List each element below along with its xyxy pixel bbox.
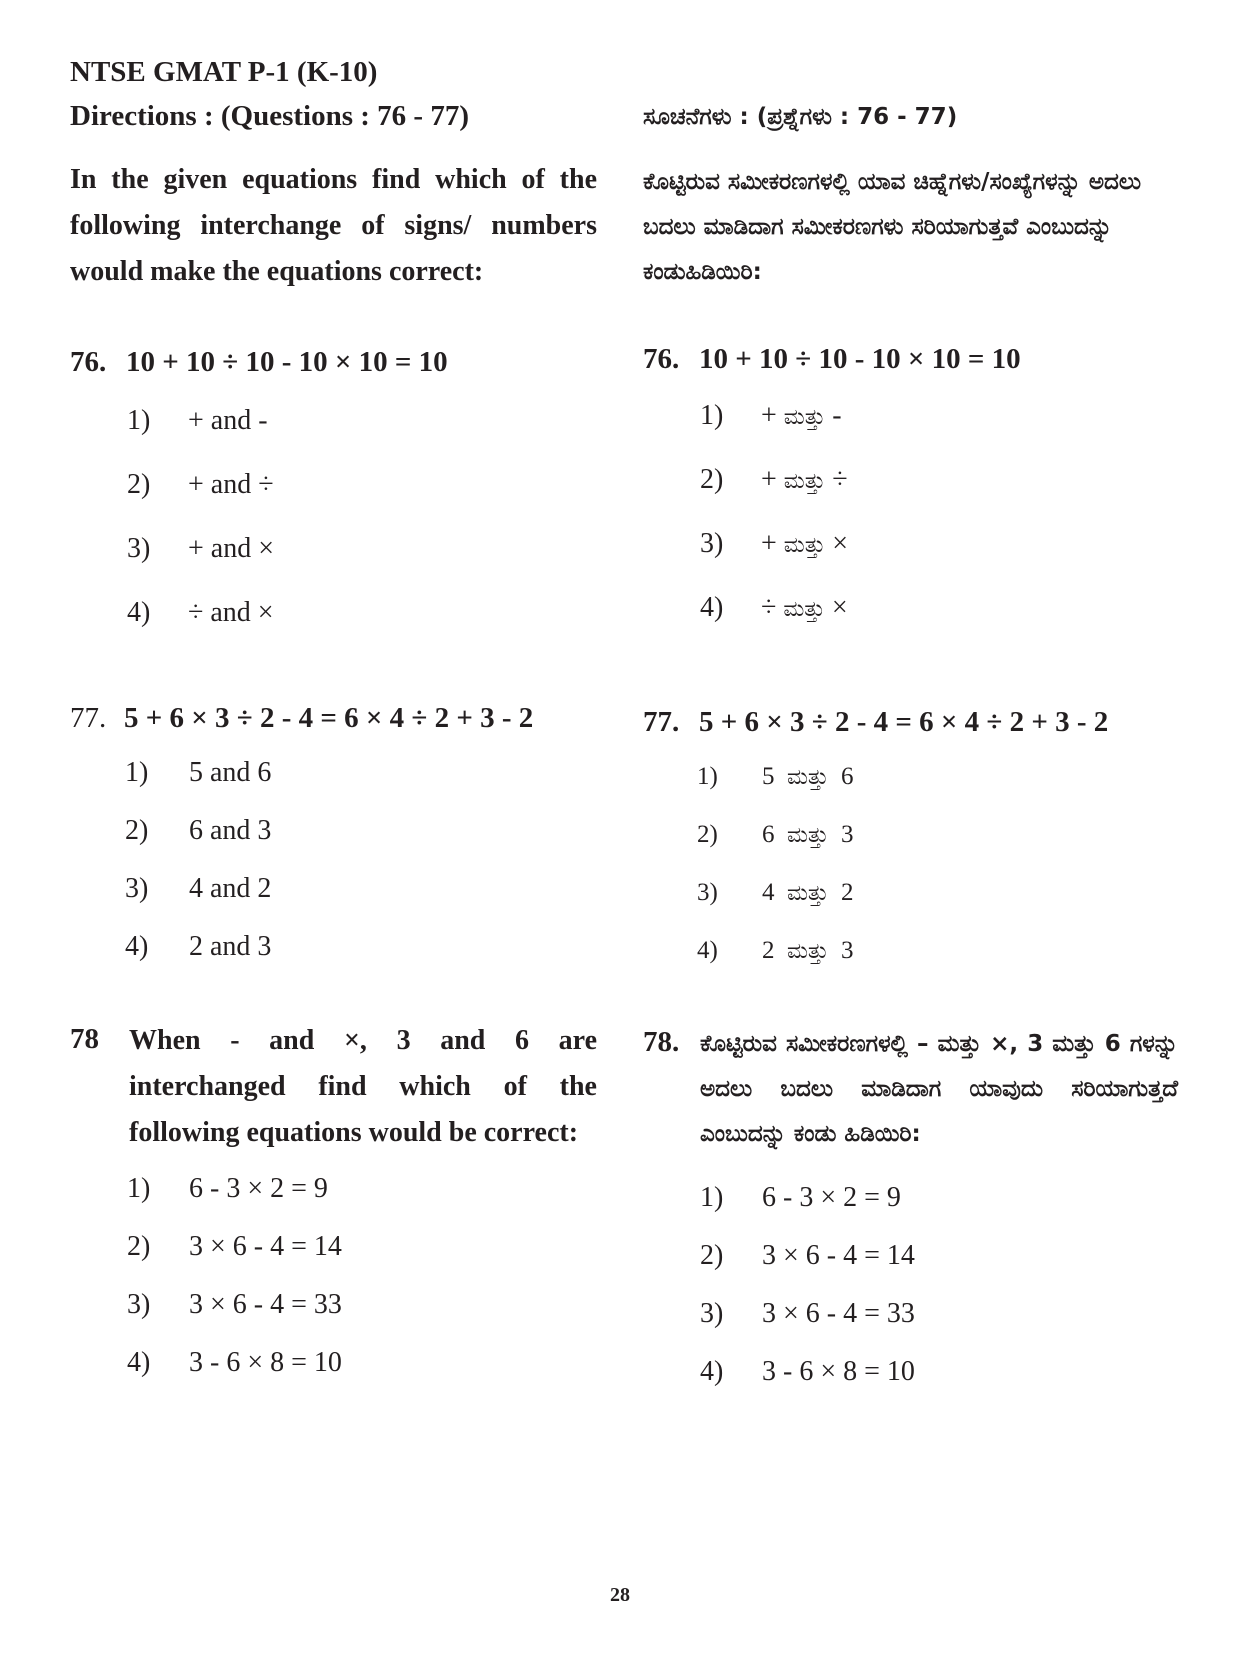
option-number: 3) <box>700 528 724 559</box>
option-number: 1) <box>697 763 718 790</box>
option-number: 3) <box>127 533 151 564</box>
option-text: 3 - 6 × 8 = 10 <box>189 1347 342 1378</box>
option-number: 2) <box>127 469 151 500</box>
question-number: 77. <box>70 702 107 734</box>
question-text: ಕೊಟ್ಟಿರುವ ಸಮೀಕರಣಗಳಲ್ಲಿ – ಮತ್ತು ×, 3 ಮತ್ತು 6 ಗಳನ್ನು ಅದಲು ಬದಲು ಮಾಡಿದಾಗ ಯಾವುದು ಸರಿಯಾಗುತ್ತದೆ ಎಂಬುದನ್ನು ಕಂಡು ಹಿಡಿಯಿರಿ: <box>700 1031 1178 1147</box>
option-number: 3) <box>700 1298 724 1329</box>
question-text: When - and ×, 3 and 6 are interchanged find which of the following equations would be correct: <box>129 1025 597 1148</box>
option-number: 4) <box>127 1347 151 1378</box>
option-text: 5 and 6 <box>189 757 272 788</box>
option-text: ÷ and × <box>188 597 274 628</box>
option-number: 2) <box>127 1231 151 1262</box>
option-text: 6 - 3 × 2 = 9 <box>189 1173 328 1204</box>
option-number: 1) <box>127 1173 151 1204</box>
question-number: 76. <box>70 346 107 378</box>
option-number: 2) <box>125 815 149 846</box>
option-text: + ಮತ್ತು ÷ <box>761 464 848 495</box>
option-number: 1) <box>125 757 149 788</box>
option-text: 2 and 3 <box>189 931 272 962</box>
question-number: 76. <box>643 343 680 375</box>
option-number: 4) <box>700 1356 724 1387</box>
option-number: 4) <box>125 931 149 962</box>
question-number: 78 <box>70 1023 99 1055</box>
option-text: 2 ಮತ್ತು 3 <box>762 937 854 964</box>
option-text: + ಮತ್ತು × <box>761 528 849 559</box>
option-number: 2) <box>697 821 718 848</box>
option-text: 3 × 6 - 4 = 14 <box>189 1231 342 1262</box>
directions-kannada: ಸೂಚನೆಗಳು : (ಪ್ರಶ್ನೆಗಳು : 76 - 77) <box>643 104 958 130</box>
option-text: 4 and 2 <box>189 873 272 904</box>
option-text: 5 ಮತ್ತು 6 <box>762 763 854 790</box>
option-text: 3 × 6 - 4 = 33 <box>762 1298 915 1329</box>
option-text: 3 × 6 - 4 = 14 <box>762 1240 915 1271</box>
question-equation: 10 + 10 ÷ 10 - 10 × 10 = 10 <box>126 346 448 378</box>
instructions-english: In the given equations find which of the following interchange of signs/ numbers would make the equations correct: <box>70 164 597 287</box>
option-number: 3) <box>697 879 718 906</box>
option-number: 3) <box>127 1289 151 1320</box>
page-title: NTSE GMAT P-1 (K-10) <box>70 56 378 88</box>
question-number: 78. <box>643 1026 680 1058</box>
option-number: 4) <box>700 592 724 623</box>
page-number: 28 <box>610 1584 630 1606</box>
directions-english: Directions : (Questions : 76 - 77) <box>70 100 469 132</box>
option-number: 4) <box>697 937 718 964</box>
option-number: 1) <box>700 400 724 431</box>
option-text: 6 and 3 <box>189 815 272 846</box>
option-text: ÷ ಮತ್ತು × <box>761 592 848 623</box>
option-text: + ಮತ್ತು - <box>761 400 842 431</box>
option-number: 2) <box>700 1240 724 1271</box>
question-equation: 5 + 6 × 3 ÷ 2 - 4 = 6 × 4 ÷ 2 + 3 - 2 <box>124 702 534 734</box>
option-text: + and × <box>188 533 275 564</box>
question-number: 77. <box>643 706 680 738</box>
option-text: 3 × 6 - 4 = 33 <box>189 1289 342 1320</box>
option-text: + and ÷ <box>188 469 274 500</box>
option-number: 2) <box>700 464 724 495</box>
option-text: + and - <box>188 405 268 436</box>
question-equation: 5 + 6 × 3 ÷ 2 - 4 = 6 × 4 ÷ 2 + 3 - 2 <box>699 706 1109 738</box>
option-text: 6 ಮತ್ತು 3 <box>762 821 854 848</box>
option-number: 1) <box>127 405 151 436</box>
option-text: 3 - 6 × 8 = 10 <box>762 1356 915 1387</box>
option-number: 3) <box>125 873 149 904</box>
option-number: 4) <box>127 597 151 628</box>
instructions-kannada: ಕೊಟ್ಟಿರುವ ಸಮೀಕರಣಗಳಲ್ಲಿ ಯಾವ ಚಿಹ್ನೆಗಳು/ಸಂಖ್ಯೆಗಳನ್ನು ಅದಲು ಬದಲು ಮಾಡಿದಾಗ ಸಮೀಕರಣಗಳು ಸರಿಯಾಗುತ್ತವೆ ಎಂಬುದನ್ನು ಕಂಡುಹಿಡಿಯಿರಿ: <box>643 169 1142 285</box>
option-text: 4 ಮತ್ತು 2 <box>762 879 854 906</box>
option-number: 1) <box>700 1182 724 1213</box>
option-text: 6 - 3 × 2 = 9 <box>762 1182 901 1213</box>
question-equation: 10 + 10 ÷ 10 - 10 × 10 = 10 <box>699 343 1021 375</box>
